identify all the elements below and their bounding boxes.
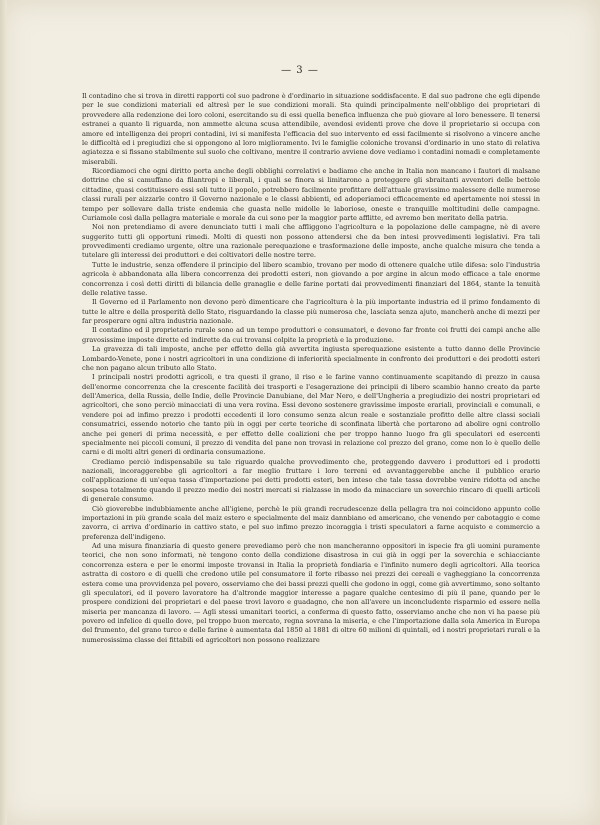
paragraph: Ciò gioverebbe indubbiamente anche all'igiene, perchè le più grandi recrudescenze della pellagra tra noi coincidono appunto colle importazioni in più grande scala del maiz estero e specialmente del maiz dannbiano ed americano, che venendo per cabotaggio e come zavorra, ci arriva d'ordinario in cattivo stato, e pel suo infimo prezzo incoraggia i tristi speculatori a farne acquisto e commercio a preferenza dell'indigeno. [82, 504, 540, 541]
paragraph: Il contadino ed il proprietario rurale sono ad un tempo produttori e consumatori, e devono far fronte coi frutti dei campi anche alle gravosissime imposte dirette ed indirette da cui trovansi colpite la proprietà e la produzione. [82, 326, 540, 344]
paragraph: Noi non pretendiamo di avere denunciato tutti i mali che affliggono l'agricoltura e la popolazione delle campagne, nè di avere suggerito tutti gli opportuni rimedi. Molti di questi non possono attendersi che da ben intesi provvedimenti legislativi. Fra tali provvedimenti crediamo urgente, oltre una razionale perequazione e trasformazione delle imposte, anche qualche misura che tenda a tutelare gli interessi dei produttori e dei coltivatori delle nostre terre. [82, 223, 540, 260]
body-text [82, 92, 540, 645]
paragraph: Ricordiamoci che ogni diritto porta anche degli obblighi correlativi e badiamo che anche in Italia non mancano i fautori di malsane dottrine che si camuffano da filantropi e liberali, i quali se finora si limitarono a proteggere gli sbraitanti avventori delle bettole cittadine, quasi costituissero essi soli tutto il popolo, potrebbero facilmente profittare dell'attuale gravissimo malessere delle numerose classi rurali per aizzarle contro il Governo nazionale e le classi abbienti, ed adoperiamoci efficacemente ed apertamente noi stessi in tempo per sollevare dalla triste endemia che guasta nelle midolle le laboriose, oneste e tranquille moltitudini delle campagne. Curiamole così dalla pellagra materiale e morale da cui sono per la maggior parte afflitte, ed avremo ben meritato della patria. [82, 167, 540, 222]
paragraph: Ad una misura finanziaria di questo genere prevediamo però che non mancheranno oppositori in ispecie fra gli uomini puramente teorici, che non sono informati, nè tengono conto della condizione disastrosa in cui già in oggi per la soverchia e schiacciante concorrenza estera e per le enormi imposte trovansi in Italia la proprietà fondiaria e l'infinito numero degli agricoltori. Alla teorica astratta di costoro e di quelli che credono utile pel consumatore il forte ribasso nei prezzi dei cereali e vagheggiano la concorrenza estera come una provvidenza pel povero, osserviamo che dei bassi prezzi quelli che godono in oggi, come già avvertimmo, sono soltanto gli speculatori, ed il povero lavoratore ha d'altronde maggior interesse a pagare qualche centesimo di più il pane, quando per le prospere condizioni dei proprietari e del paese trovi lavoro e guadagno, che non all'avere un inconcludente risparmio ed essere nella miseria per mancanza di lavoro. — Agli stessi umanitari teorici, a conferma di questo fatto, osserviamo anche che non vi ha paese più povero ed infelice di quello dove, pel troppo buon mercato, regna sovrana la miseria, e che l'importazione dalla sola America in Europa del frumento, del grano turco e delle farine è aumentata dal 1850 al 1881 di oltre 60 milioni di quintali, ed i nostri proprietari rurali e la numerosissima classe dei fittabili ed agricoltori non possono realizzare [82, 542, 540, 644]
paragraph: I principali nostri prodotti agricoli, e tra questi il grano, il riso e le farine vanno continuamente scapitando di prezzo in causa dell'enorme concorrenza che la crescente facilità dei trasporti e l'esagerazione dei principii di libero scambio hanno creato da parte dell'America, della Russia, delle Indie, delle Provincie Danubiane, del Mar Nero, e dell'Ungheria a pregiudizio dei nostri proprietari ed agricoltori, che sono perciò minacciati di una vera rovina. Essi devono sostenere gravissime imposte erariali, provinciali e comunali, e vendere poi ad infimo prezzo i prodotti eccedenti il loro consumo senza alcun reale e sostanziale profitto delle altre classi sociali consumatrici, essendo notorio che tanto più in oggi per certe teoriche di sconfinata libertà che portarono ad abolire ogni controllo anche pei generi di prima necessità, e per effetto delle coalizioni che per troppo hanno luogo fra gli speculatori ed esercenti specialmente nei piccoli comuni, il prezzo di vendita del pane non trovasi in relazione col prezzo del grano, come non lo è quello delle carni e di molti altri generi di ordinaria consumazione. [82, 373, 540, 457]
page-number: — 3 — [281, 65, 319, 76]
paragraph: La gravezza di tali imposte, anche per effetto della già avvertita ingiusta sperequazione esistente a tutto danno delle Provincie Lombardo-Venete, pone i nostri agricoltori in una condizione di inferiorità specialmente in confronto dei produttori e dei prodotti esteri che non pagano alcun tributo allo Stato. [82, 345, 540, 372]
paragraph: Tutte le industrie, senza offendere il principio del libero scambio, trovano per modo di ottenere qualche utile difesa: solo l'industria agricola è abbandonata alla libera concorrenza dei prodotti esteri, non giovando a por argine in alcun modo efficace a tale enorme concorrenza i così detti diritti di bilancia delle granaglie e delle farine portati dai provvedimenti finanziari del 1864, stante la tenuità delle relative tasse. [82, 260, 540, 297]
paragraph: Il Governo ed il Parlamento non devono però dimenticare che l'agricoltura è la più importante industria ed il primo fondamento di tutte le altre e della prosperità dello Stato, risguardando la classe più numerosa che, lasciata senza ajuto, mancherà anche di mezzi per far prosperare ogni altra industria nazionale. [82, 298, 540, 325]
paragraph: Crediamo perciò indispensabile su tale riguardo qualche provvedimento che, proteggendo davvero i produttori ed i prodotti nazionali, incoraggerebbe gli agricoltori a far meglio fruttare i loro terreni ed avvantaggerebbe anche il pubblico erario coll'applicazione di un'equa tassa d'importazione pei detti prodotti esteri, ben inteso che tale tassa dovrebbe venire ridotta od anche sospesa totalmente quando il prezzo medio dei nostri mercati si rialzasse in modo da minacciare un soverchio rincaro di quelli articoli di generale consumo. [82, 457, 540, 504]
paragraph: Il contadino che si trova in diretti rapporti col suo padrone è d'ordinario in situazione soddisfacente. E dal suo padrone che egli dipende per le sue condizioni materiali ed altresì per le sue condizioni morali. Sta quindi principalmente nell'obbligo dei proprietari di provvedere alla redenzione dei loro coloni, esercitando su di essi quella benefica influenza che può giovare al loro benessere. Il tenersi estranei a quanto li riguarda, non ammette alcuna scusa attendibile, avendosi evidenti prove che dove il proprietario si occupa con amore ed intelligenza dei propri contadini, ivi si manifesta l'efficacia del suo intervento ed essi facilmente si risolvono a vincere anche le difficoltà ed i pregiudizi che si oppongono al loro miglioramento. Ivi le famiglie coloniche trovansi d'ordinario in uno stato di relativa agiatezza e si fissano stabilmente sul suolo che coltivano, mentre il contrario avviene dove vediamo i contadini nomadi e completamente miserabili. [82, 92, 540, 166]
binding-edge [0, 0, 7, 825]
